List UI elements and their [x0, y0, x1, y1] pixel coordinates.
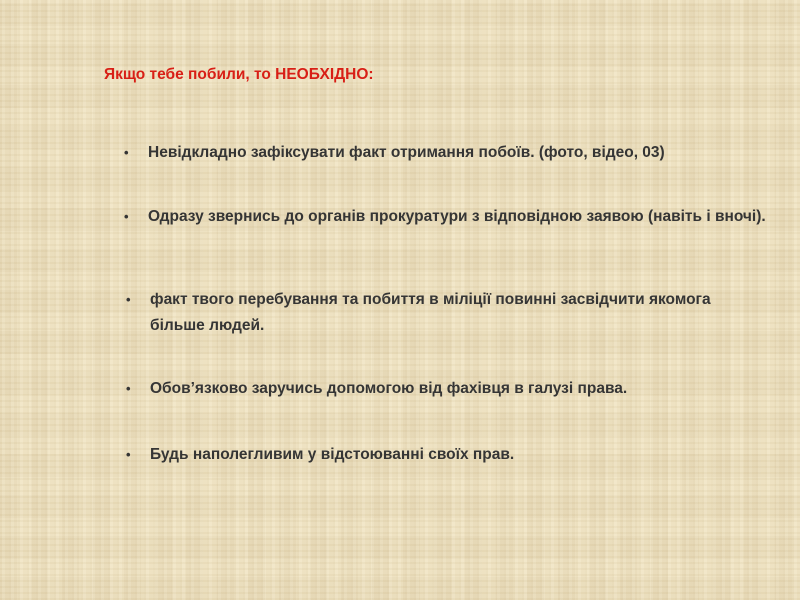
bullet-text: факт твого перебування та побиття в міліції повинні засвідчити якомога більше людей.: [150, 291, 711, 334]
bullet-text: Обов’язково заручись допомогою від фахівця в галузі права.: [150, 380, 628, 397]
bullet-item: [124, 204, 766, 230]
bullet-text: Одразу звернись до органів прокуратури з відповідною заявою (навіть і вночі).: [148, 208, 766, 225]
bullet-item: [126, 442, 726, 468]
bullet-text: Будь наполегливим у відстоюванні своїх прав.: [150, 446, 515, 463]
bullet-text: Невідкладно зафіксувати факт отримання побоїв. (фото, відео, 03): [148, 144, 665, 161]
bullet-marker: •: [126, 447, 131, 462]
bullet-marker: •: [126, 381, 131, 396]
bullet-item: [124, 140, 764, 166]
bullet-item: [126, 376, 726, 402]
bullet-marker: •: [126, 292, 131, 307]
bullet-marker: •: [124, 145, 129, 160]
bullet-marker: •: [124, 209, 129, 224]
slide-title: Якщо тебе побили, то НЕОБХІДНО:: [104, 66, 374, 83]
bullet-item: [126, 287, 726, 339]
